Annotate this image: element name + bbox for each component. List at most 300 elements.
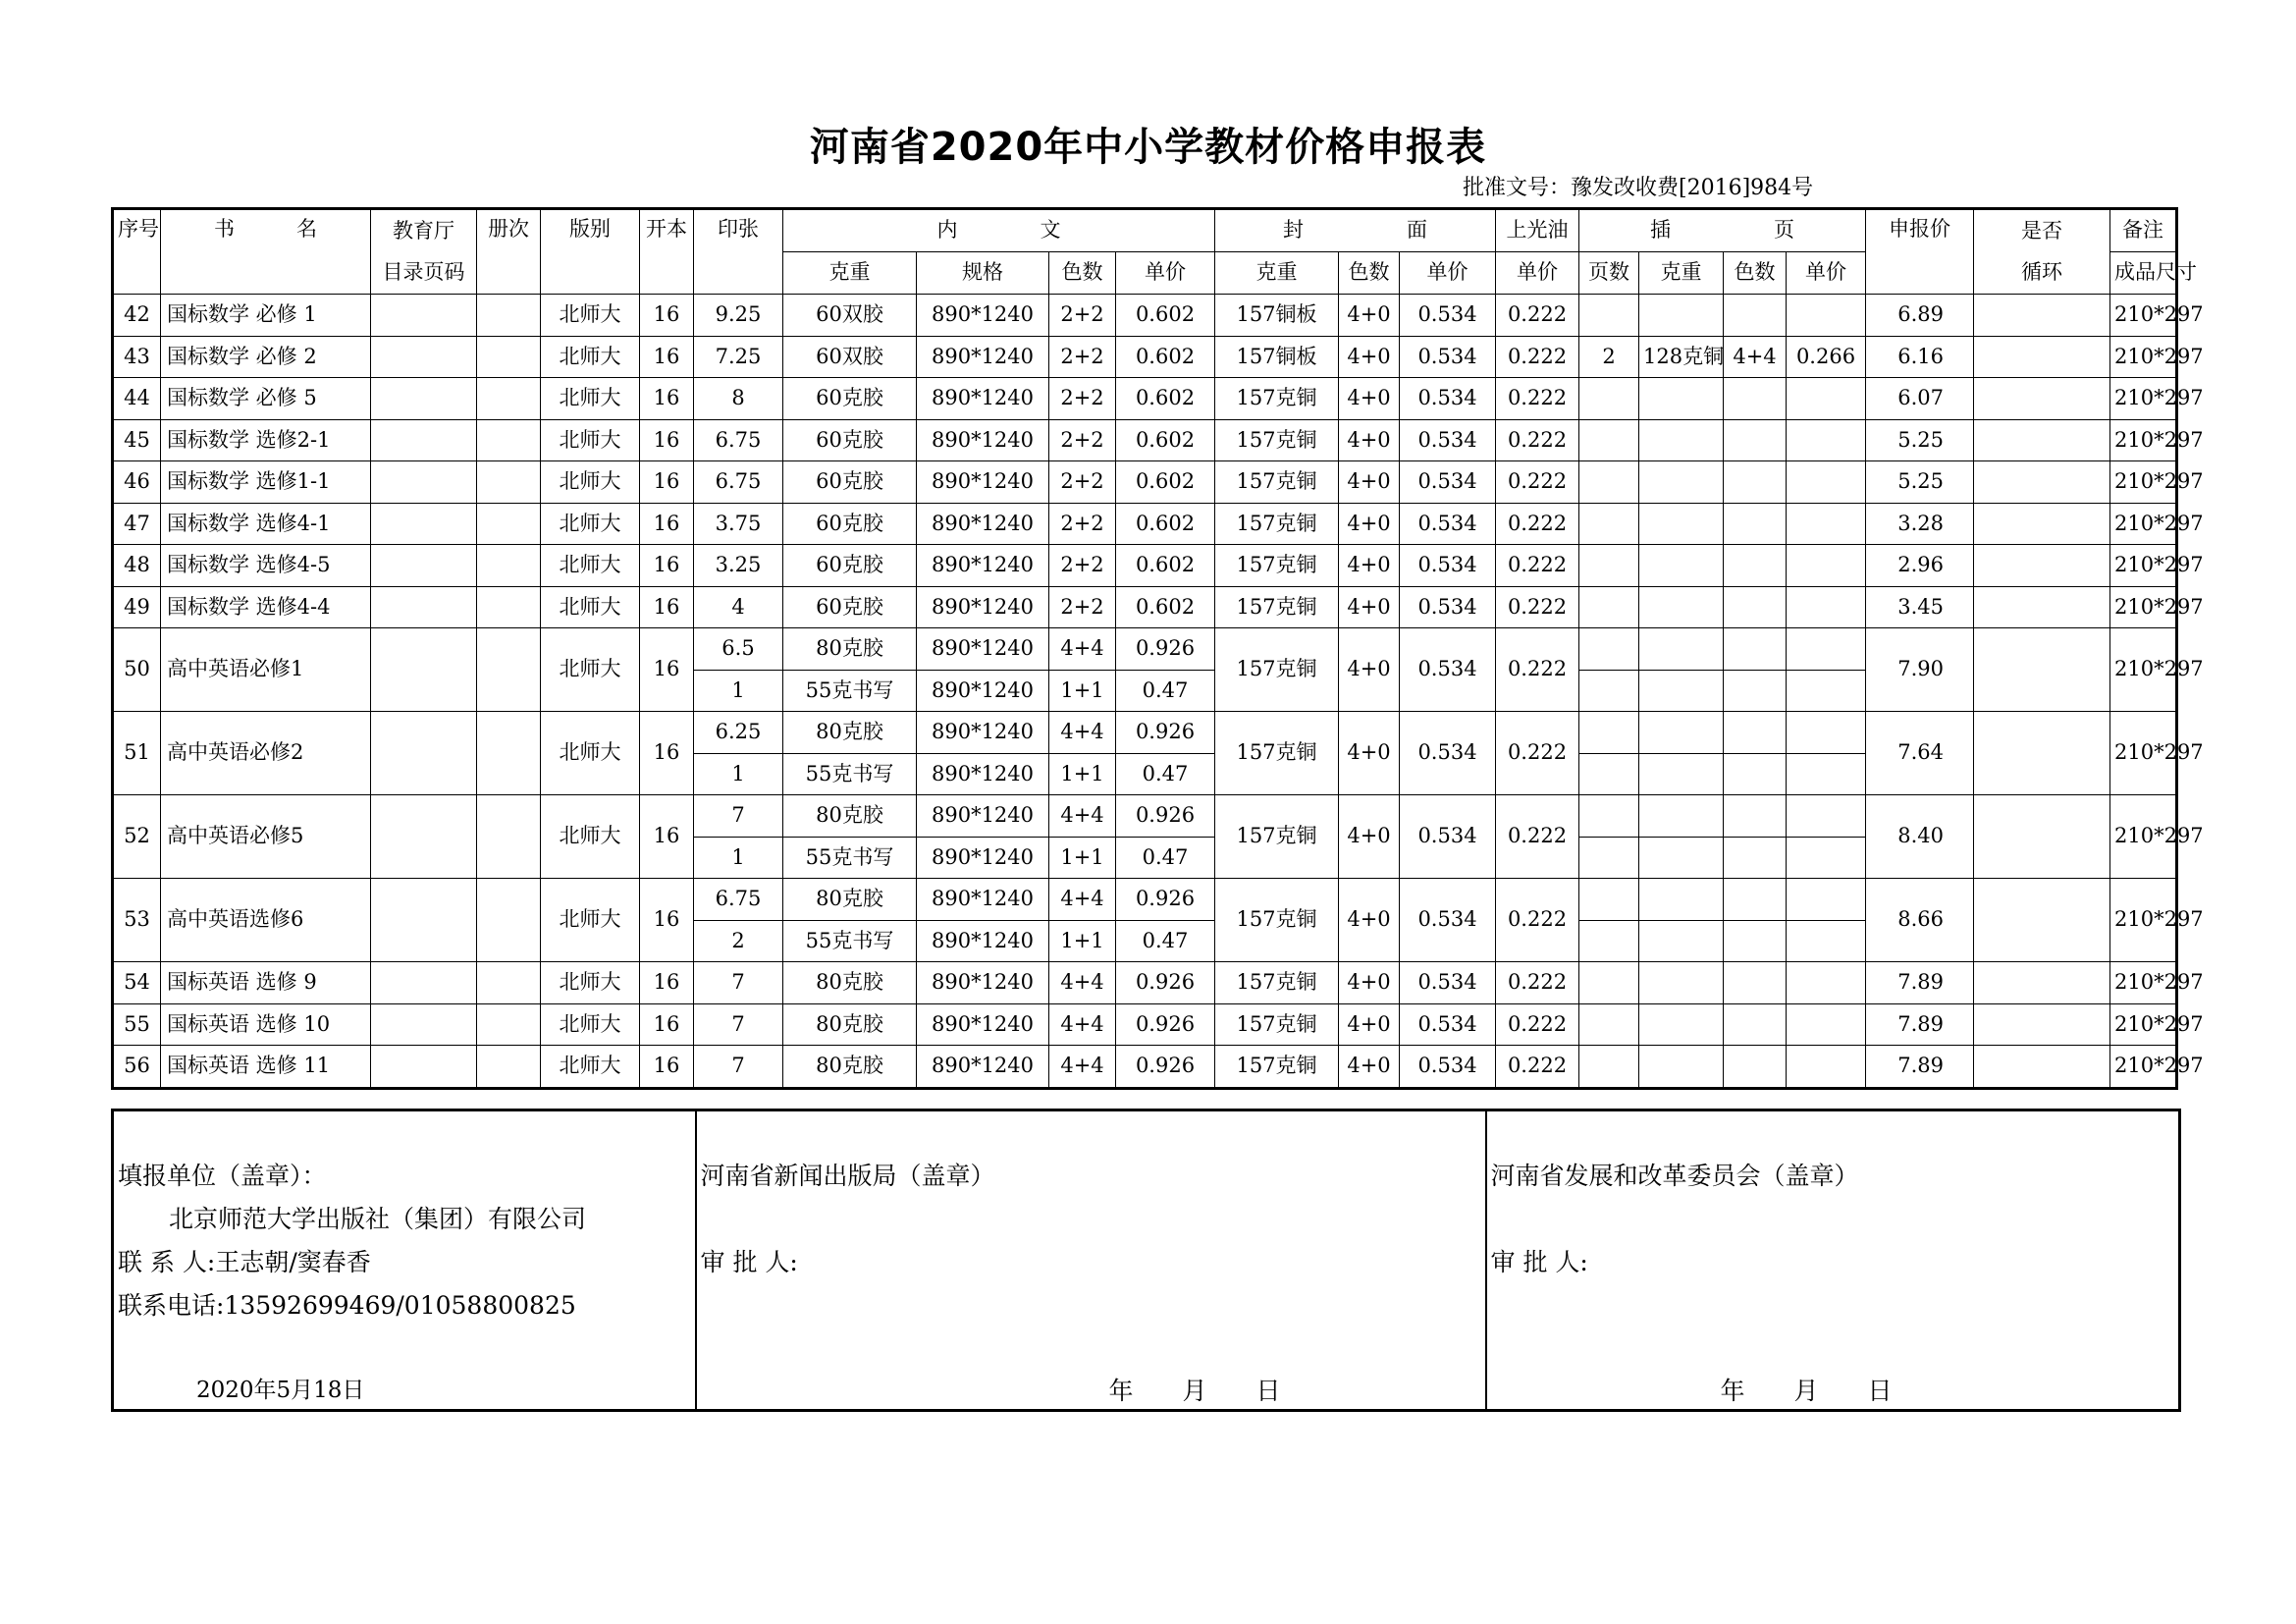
row-volume bbox=[477, 962, 541, 1004]
row-book-name: 国标数学 选修2-1 bbox=[161, 419, 371, 461]
row-size: 210*297 bbox=[2110, 378, 2177, 420]
row-inner-spec: 890*1240 bbox=[917, 295, 1049, 337]
row-sheets: 9.25 bbox=[694, 295, 783, 337]
table-row bbox=[113, 1003, 2177, 1046]
row-book-name: 高中英语必修2 bbox=[161, 712, 371, 795]
row-insert-colors bbox=[1724, 753, 1787, 795]
row-book-name: 国标数学 必修 1 bbox=[161, 295, 371, 337]
row-format: 16 bbox=[640, 1046, 694, 1089]
row-cover-unit: 0.534 bbox=[1400, 795, 1496, 879]
row-cover-colors: 4+0 bbox=[1339, 461, 1400, 504]
row-inner-unit: 0.602 bbox=[1116, 461, 1215, 504]
row-insert-weight bbox=[1639, 753, 1724, 795]
row-insert-pages bbox=[1579, 670, 1639, 712]
row-insert-weight bbox=[1639, 628, 1724, 671]
row-sheets: 7 bbox=[694, 1003, 783, 1046]
row-price: 8.40 bbox=[1866, 795, 1974, 879]
press-bureau-section bbox=[696, 1110, 1486, 1411]
row-sheets: 7 bbox=[694, 1046, 783, 1089]
row-cover-weight: 157克铜 bbox=[1215, 503, 1339, 545]
row-edu-code bbox=[371, 962, 477, 1004]
row-cover-unit: 0.534 bbox=[1400, 879, 1496, 962]
row-book-name: 国标数学 必修 2 bbox=[161, 336, 371, 378]
row-inner-colors: 2+2 bbox=[1049, 545, 1116, 587]
row-sheets: 1 bbox=[694, 837, 783, 879]
row-insert-pages bbox=[1579, 1003, 1639, 1046]
row-recycle bbox=[1974, 879, 2110, 962]
header-insert-weight: 克重 bbox=[1639, 252, 1724, 295]
row-cover-weight: 157克铜 bbox=[1215, 419, 1339, 461]
row-inner-unit: 0.602 bbox=[1116, 545, 1215, 587]
row-insert-unit bbox=[1787, 419, 1866, 461]
row-sheets: 2 bbox=[694, 920, 783, 962]
row-inner-unit: 0.602 bbox=[1116, 336, 1215, 378]
table-row bbox=[113, 586, 2177, 628]
row-insert-pages bbox=[1579, 1046, 1639, 1089]
row-inner-unit: 0.602 bbox=[1116, 295, 1215, 337]
row-cover-weight: 157克铜 bbox=[1215, 378, 1339, 420]
row-volume bbox=[477, 336, 541, 378]
row-format: 16 bbox=[640, 461, 694, 504]
row-insert-weight bbox=[1639, 962, 1724, 1004]
table-row bbox=[113, 461, 2177, 504]
row-inner-weight: 60克胶 bbox=[783, 503, 917, 545]
row-inner-spec: 890*1240 bbox=[917, 1046, 1049, 1089]
row-size: 210*297 bbox=[2110, 419, 2177, 461]
row-insert-weight bbox=[1639, 545, 1724, 587]
row-inner-spec: 890*1240 bbox=[917, 586, 1049, 628]
row-price: 7.89 bbox=[1866, 1003, 1974, 1046]
row-insert-pages bbox=[1579, 503, 1639, 545]
row-seq: 43 bbox=[113, 336, 161, 378]
row-inner-weight: 60双胶 bbox=[783, 295, 917, 337]
row-inner-spec: 890*1240 bbox=[917, 1003, 1049, 1046]
row-format: 16 bbox=[640, 545, 694, 587]
row-inner-weight: 80克胶 bbox=[783, 1003, 917, 1046]
row-insert-unit bbox=[1787, 962, 1866, 1004]
row-cover-unit: 0.534 bbox=[1400, 628, 1496, 712]
row-edu-code bbox=[371, 545, 477, 587]
row-cover-unit: 0.534 bbox=[1400, 1003, 1496, 1046]
row-price: 7.89 bbox=[1866, 962, 1974, 1004]
row-cover-unit: 0.534 bbox=[1400, 712, 1496, 795]
row-format: 16 bbox=[640, 795, 694, 879]
table-row bbox=[113, 419, 2177, 461]
row-edition: 北师大 bbox=[541, 419, 640, 461]
row-insert-pages bbox=[1579, 920, 1639, 962]
row-inner-colors: 4+4 bbox=[1049, 1046, 1116, 1089]
row-inner-unit: 0.926 bbox=[1116, 962, 1215, 1004]
row-cover-weight: 157克铜 bbox=[1215, 1046, 1339, 1089]
row-price: 7.90 bbox=[1866, 628, 1974, 712]
press-bureau-label: 河南省新闻出版局（盖章） bbox=[700, 1162, 995, 1190]
row-price: 3.28 bbox=[1866, 503, 1974, 545]
row-insert-colors bbox=[1724, 461, 1787, 504]
row-inner-colors: 2+2 bbox=[1049, 295, 1116, 337]
header-cover-weight: 克重 bbox=[1215, 252, 1339, 295]
row-insert-colors bbox=[1724, 295, 1787, 337]
row-insert-pages bbox=[1579, 962, 1639, 1004]
row-gloss-unit: 0.222 bbox=[1496, 795, 1579, 879]
row-inner-weight: 60克胶 bbox=[783, 586, 917, 628]
header-gloss-unit: 单价 bbox=[1496, 252, 1579, 295]
row-inner-weight: 80克胶 bbox=[783, 712, 917, 754]
table-row bbox=[113, 503, 2177, 545]
row-size: 210*297 bbox=[2110, 336, 2177, 378]
row-sheets: 7 bbox=[694, 962, 783, 1004]
row-edu-code bbox=[371, 1046, 477, 1089]
row-inner-unit: 0.47 bbox=[1116, 837, 1215, 879]
row-volume bbox=[477, 1003, 541, 1046]
row-inner-spec: 890*1240 bbox=[917, 795, 1049, 838]
row-format: 16 bbox=[640, 712, 694, 795]
price-table bbox=[111, 207, 2204, 1090]
row-insert-unit bbox=[1787, 837, 1866, 879]
row-edu-code bbox=[371, 879, 477, 962]
row-inner-weight: 60双胶 bbox=[783, 336, 917, 378]
row-edu-code bbox=[371, 378, 477, 420]
row-insert-colors bbox=[1724, 1003, 1787, 1046]
row-book-name: 国标英语 选修 11 bbox=[161, 1046, 371, 1089]
row-edition: 北师大 bbox=[541, 295, 640, 337]
row-edition: 北师大 bbox=[541, 628, 640, 712]
row-insert-colors bbox=[1724, 378, 1787, 420]
row-cover-unit: 0.534 bbox=[1400, 461, 1496, 504]
header-inner-spec: 规格 bbox=[917, 252, 1049, 295]
row-format: 16 bbox=[640, 336, 694, 378]
ndrc-label: 河南省发展和改革委员会（盖章） bbox=[1490, 1162, 1859, 1190]
row-book-name: 国标英语 选修 9 bbox=[161, 962, 371, 1004]
row-format: 16 bbox=[640, 586, 694, 628]
table-row bbox=[113, 336, 2177, 378]
row-size: 210*297 bbox=[2110, 295, 2177, 337]
row-inner-colors: 2+2 bbox=[1049, 503, 1116, 545]
row-format: 16 bbox=[640, 1003, 694, 1046]
row-inner-spec: 890*1240 bbox=[917, 378, 1049, 420]
row-edition: 北师大 bbox=[541, 1046, 640, 1089]
row-volume bbox=[477, 879, 541, 962]
row-insert-weight: 128克铜 bbox=[1639, 336, 1724, 378]
row-insert-weight bbox=[1639, 879, 1724, 921]
row-insert-colors bbox=[1724, 962, 1787, 1004]
row-inner-unit: 0.926 bbox=[1116, 628, 1215, 671]
row-book-name: 国标数学 必修 5 bbox=[161, 378, 371, 420]
row-insert-unit bbox=[1787, 378, 1866, 420]
table-row bbox=[113, 1046, 2177, 1089]
row-format: 16 bbox=[640, 503, 694, 545]
row-cover-unit: 0.534 bbox=[1400, 962, 1496, 1004]
header-seq: 序号 bbox=[113, 209, 161, 295]
row-seq: 45 bbox=[113, 419, 161, 461]
row-insert-weight bbox=[1639, 1003, 1724, 1046]
row-inner-weight: 55克书写 bbox=[783, 920, 917, 962]
row-cover-colors: 4+0 bbox=[1339, 545, 1400, 587]
row-price: 7.64 bbox=[1866, 712, 1974, 795]
row-edition: 北师大 bbox=[541, 879, 640, 962]
row-recycle bbox=[1974, 336, 2110, 378]
row-inner-unit: 0.602 bbox=[1116, 378, 1215, 420]
row-edition: 北师大 bbox=[541, 336, 640, 378]
row-insert-colors bbox=[1724, 837, 1787, 879]
row-edu-code bbox=[371, 628, 477, 712]
row-insert-unit bbox=[1787, 1046, 1866, 1089]
row-book-name: 高中英语必修5 bbox=[161, 795, 371, 879]
row-gloss-unit: 0.222 bbox=[1496, 712, 1579, 795]
row-cover-weight: 157克铜 bbox=[1215, 712, 1339, 795]
row-inner-spec: 890*1240 bbox=[917, 670, 1049, 712]
row-seq: 48 bbox=[113, 545, 161, 587]
header-recycle-top: 是否 bbox=[1974, 209, 2110, 252]
row-inner-unit: 0.926 bbox=[1116, 795, 1215, 838]
header-size: 成品尺寸 bbox=[2110, 252, 2177, 295]
row-inner-spec: 890*1240 bbox=[917, 837, 1049, 879]
row-format: 16 bbox=[640, 879, 694, 962]
header-edition: 版别 bbox=[541, 209, 640, 295]
row-insert-weight bbox=[1639, 670, 1724, 712]
row-insert-colors bbox=[1724, 712, 1787, 754]
row-insert-unit bbox=[1787, 503, 1866, 545]
row-inner-spec: 890*1240 bbox=[917, 336, 1049, 378]
row-recycle bbox=[1974, 628, 2110, 712]
row-seq: 44 bbox=[113, 378, 161, 420]
row-recycle bbox=[1974, 545, 2110, 587]
row-inner-colors: 2+2 bbox=[1049, 378, 1116, 420]
row-cover-weight: 157克铜 bbox=[1215, 1003, 1339, 1046]
header-sheets: 印张 bbox=[694, 209, 783, 295]
row-insert-weight bbox=[1639, 295, 1724, 337]
row-cover-colors: 4+0 bbox=[1339, 378, 1400, 420]
row-cover-colors: 4+0 bbox=[1339, 419, 1400, 461]
row-inner-weight: 60克胶 bbox=[783, 419, 917, 461]
header-insert-unit: 单价 bbox=[1787, 252, 1866, 295]
row-insert-unit bbox=[1787, 586, 1866, 628]
row-volume bbox=[477, 503, 541, 545]
row-gloss-unit: 0.222 bbox=[1496, 879, 1579, 962]
row-sheets: 3.75 bbox=[694, 503, 783, 545]
publisher-section bbox=[113, 1110, 696, 1411]
row-edition: 北师大 bbox=[541, 795, 640, 879]
row-volume bbox=[477, 712, 541, 795]
row-volume bbox=[477, 461, 541, 504]
row-inner-colors: 2+2 bbox=[1049, 336, 1116, 378]
row-sheets: 6.5 bbox=[694, 628, 783, 671]
row-price: 6.89 bbox=[1866, 295, 1974, 337]
row-sheets: 1 bbox=[694, 753, 783, 795]
row-insert-pages bbox=[1579, 753, 1639, 795]
row-price: 3.45 bbox=[1866, 586, 1974, 628]
row-edu-code bbox=[371, 419, 477, 461]
row-sheets: 6.75 bbox=[694, 419, 783, 461]
header-inner-unit: 单价 bbox=[1116, 252, 1215, 295]
row-seq: 52 bbox=[113, 795, 161, 879]
row-size: 210*297 bbox=[2110, 712, 2177, 795]
row-insert-weight bbox=[1639, 419, 1724, 461]
header-edu-code-bottom: 目录页码 bbox=[371, 252, 477, 295]
header-insert-colors: 色数 bbox=[1724, 252, 1787, 295]
row-insert-pages bbox=[1579, 545, 1639, 587]
row-size: 210*297 bbox=[2110, 795, 2177, 879]
row-inner-unit: 0.926 bbox=[1116, 1003, 1215, 1046]
row-seq: 47 bbox=[113, 503, 161, 545]
header-format: 开本 bbox=[640, 209, 694, 295]
row-inner-weight: 80克胶 bbox=[783, 879, 917, 921]
row-sheets: 6.25 bbox=[694, 712, 783, 754]
header-book-name: 书 名 bbox=[161, 209, 371, 295]
row-cover-unit: 0.534 bbox=[1400, 503, 1496, 545]
row-size: 210*297 bbox=[2110, 503, 2177, 545]
row-edition: 北师大 bbox=[541, 461, 640, 504]
row-price: 5.25 bbox=[1866, 419, 1974, 461]
row-recycle bbox=[1974, 419, 2110, 461]
row-insert-weight bbox=[1639, 503, 1724, 545]
row-sheets: 3.25 bbox=[694, 545, 783, 587]
row-insert-colors bbox=[1724, 545, 1787, 587]
row-inner-unit: 0.602 bbox=[1116, 419, 1215, 461]
row-recycle bbox=[1974, 1003, 2110, 1046]
row-edition: 北师大 bbox=[541, 503, 640, 545]
row-price: 5.25 bbox=[1866, 461, 1974, 504]
row-edu-code bbox=[371, 503, 477, 545]
row-insert-colors bbox=[1724, 628, 1787, 671]
row-inner-weight: 60克胶 bbox=[783, 545, 917, 587]
row-cover-colors: 4+0 bbox=[1339, 879, 1400, 962]
contact-phone: 联系电话:13592699469/01058800825 bbox=[118, 1291, 576, 1320]
row-price: 6.16 bbox=[1866, 336, 1974, 378]
row-insert-unit bbox=[1787, 1003, 1866, 1046]
row-insert-weight bbox=[1639, 378, 1724, 420]
row-cover-colors: 4+0 bbox=[1339, 1003, 1400, 1046]
row-format: 16 bbox=[640, 419, 694, 461]
row-gloss-unit: 0.222 bbox=[1496, 419, 1579, 461]
row-inner-colors: 2+2 bbox=[1049, 461, 1116, 504]
row-edu-code bbox=[371, 586, 477, 628]
row-insert-colors bbox=[1724, 795, 1787, 838]
table-row bbox=[113, 795, 2177, 838]
row-seq: 54 bbox=[113, 962, 161, 1004]
row-format: 16 bbox=[640, 628, 694, 712]
header-inner-colors: 色数 bbox=[1049, 252, 1116, 295]
row-format: 16 bbox=[640, 378, 694, 420]
row-seq: 46 bbox=[113, 461, 161, 504]
header-edu-code-top: 教育厅 bbox=[371, 209, 477, 252]
row-price: 2.96 bbox=[1866, 545, 1974, 587]
row-book-name: 国标数学 选修4-1 bbox=[161, 503, 371, 545]
row-seq: 42 bbox=[113, 295, 161, 337]
row-volume bbox=[477, 1046, 541, 1089]
row-inner-weight: 55克书写 bbox=[783, 670, 917, 712]
header-gloss: 上光油 bbox=[1496, 209, 1579, 252]
row-format: 16 bbox=[640, 962, 694, 1004]
row-gloss-unit: 0.222 bbox=[1496, 295, 1579, 337]
row-sheets: 4 bbox=[694, 586, 783, 628]
row-insert-pages bbox=[1579, 461, 1639, 504]
row-insert-pages bbox=[1579, 295, 1639, 337]
header-cover-unit: 单价 bbox=[1400, 252, 1496, 295]
row-sheets: 1 bbox=[694, 670, 783, 712]
row-edition: 北师大 bbox=[541, 962, 640, 1004]
row-gloss-unit: 0.222 bbox=[1496, 503, 1579, 545]
approver-label-1: 审 批 人: bbox=[700, 1248, 798, 1276]
row-sheets: 7.25 bbox=[694, 336, 783, 378]
row-inner-spec: 890*1240 bbox=[917, 879, 1049, 921]
row-format: 16 bbox=[640, 295, 694, 337]
row-insert-colors bbox=[1724, 1046, 1787, 1089]
row-edu-code bbox=[371, 1003, 477, 1046]
row-inner-spec: 890*1240 bbox=[917, 461, 1049, 504]
row-inner-colors: 1+1 bbox=[1049, 837, 1116, 879]
row-cover-colors: 4+0 bbox=[1339, 712, 1400, 795]
row-insert-pages bbox=[1579, 879, 1639, 921]
row-insert-weight bbox=[1639, 461, 1724, 504]
unit-label: 填报单位（盖章）： bbox=[118, 1162, 327, 1190]
row-seq: 51 bbox=[113, 712, 161, 795]
row-cover-weight: 157克铜 bbox=[1215, 879, 1339, 962]
row-edu-code bbox=[371, 712, 477, 795]
row-size: 210*297 bbox=[2110, 1046, 2177, 1089]
row-book-name: 国标英语 选修 10 bbox=[161, 1003, 371, 1046]
row-recycle bbox=[1974, 962, 2110, 1004]
row-edu-code bbox=[371, 336, 477, 378]
header-cover-colors: 色数 bbox=[1339, 252, 1400, 295]
row-size: 210*297 bbox=[2110, 461, 2177, 504]
row-inner-weight: 60克胶 bbox=[783, 461, 917, 504]
table-row bbox=[113, 712, 2177, 754]
row-inner-colors: 1+1 bbox=[1049, 670, 1116, 712]
row-insert-colors bbox=[1724, 503, 1787, 545]
ndrc-section bbox=[1486, 1110, 2180, 1411]
row-sheets: 7 bbox=[694, 795, 783, 838]
row-volume bbox=[477, 295, 541, 337]
page-title: 河南省2020年中小学教材价格申报表 bbox=[809, 125, 1487, 170]
row-recycle bbox=[1974, 295, 2110, 337]
row-inner-spec: 890*1240 bbox=[917, 753, 1049, 795]
row-inner-weight: 80克胶 bbox=[783, 628, 917, 671]
row-seq: 50 bbox=[113, 628, 161, 712]
header-inner-weight: 克重 bbox=[783, 252, 917, 295]
row-volume bbox=[477, 419, 541, 461]
row-inner-colors: 4+4 bbox=[1049, 628, 1116, 671]
header-insert: 插 页 bbox=[1579, 209, 1866, 252]
row-size: 210*297 bbox=[2110, 545, 2177, 587]
row-inner-spec: 890*1240 bbox=[917, 962, 1049, 1004]
row-cover-colors: 4+0 bbox=[1339, 586, 1400, 628]
row-gloss-unit: 0.222 bbox=[1496, 545, 1579, 587]
row-cover-unit: 0.534 bbox=[1400, 586, 1496, 628]
row-cover-unit: 0.534 bbox=[1400, 545, 1496, 587]
row-inner-unit: 0.602 bbox=[1116, 586, 1215, 628]
row-gloss-unit: 0.222 bbox=[1496, 586, 1579, 628]
approval-date-2: 年 月 日 bbox=[1720, 1377, 1893, 1405]
row-inner-weight: 80克胶 bbox=[783, 962, 917, 1004]
row-cover-weight: 157克铜 bbox=[1215, 795, 1339, 879]
row-cover-unit: 0.534 bbox=[1400, 419, 1496, 461]
row-volume bbox=[477, 628, 541, 712]
row-edition: 北师大 bbox=[541, 545, 640, 587]
row-cover-weight: 157克铜 bbox=[1215, 461, 1339, 504]
table-row bbox=[113, 545, 2177, 587]
row-book-name: 国标数学 选修4-4 bbox=[161, 586, 371, 628]
row-recycle bbox=[1974, 378, 2110, 420]
row-insert-pages bbox=[1579, 712, 1639, 754]
row-seq: 56 bbox=[113, 1046, 161, 1089]
row-book-name: 高中英语选修6 bbox=[161, 879, 371, 962]
header-remark: 备注 bbox=[2110, 209, 2177, 252]
row-recycle bbox=[1974, 795, 2110, 879]
row-price: 7.89 bbox=[1866, 1046, 1974, 1089]
row-inner-spec: 890*1240 bbox=[917, 419, 1049, 461]
row-insert-pages bbox=[1579, 837, 1639, 879]
row-size: 210*297 bbox=[2110, 628, 2177, 712]
